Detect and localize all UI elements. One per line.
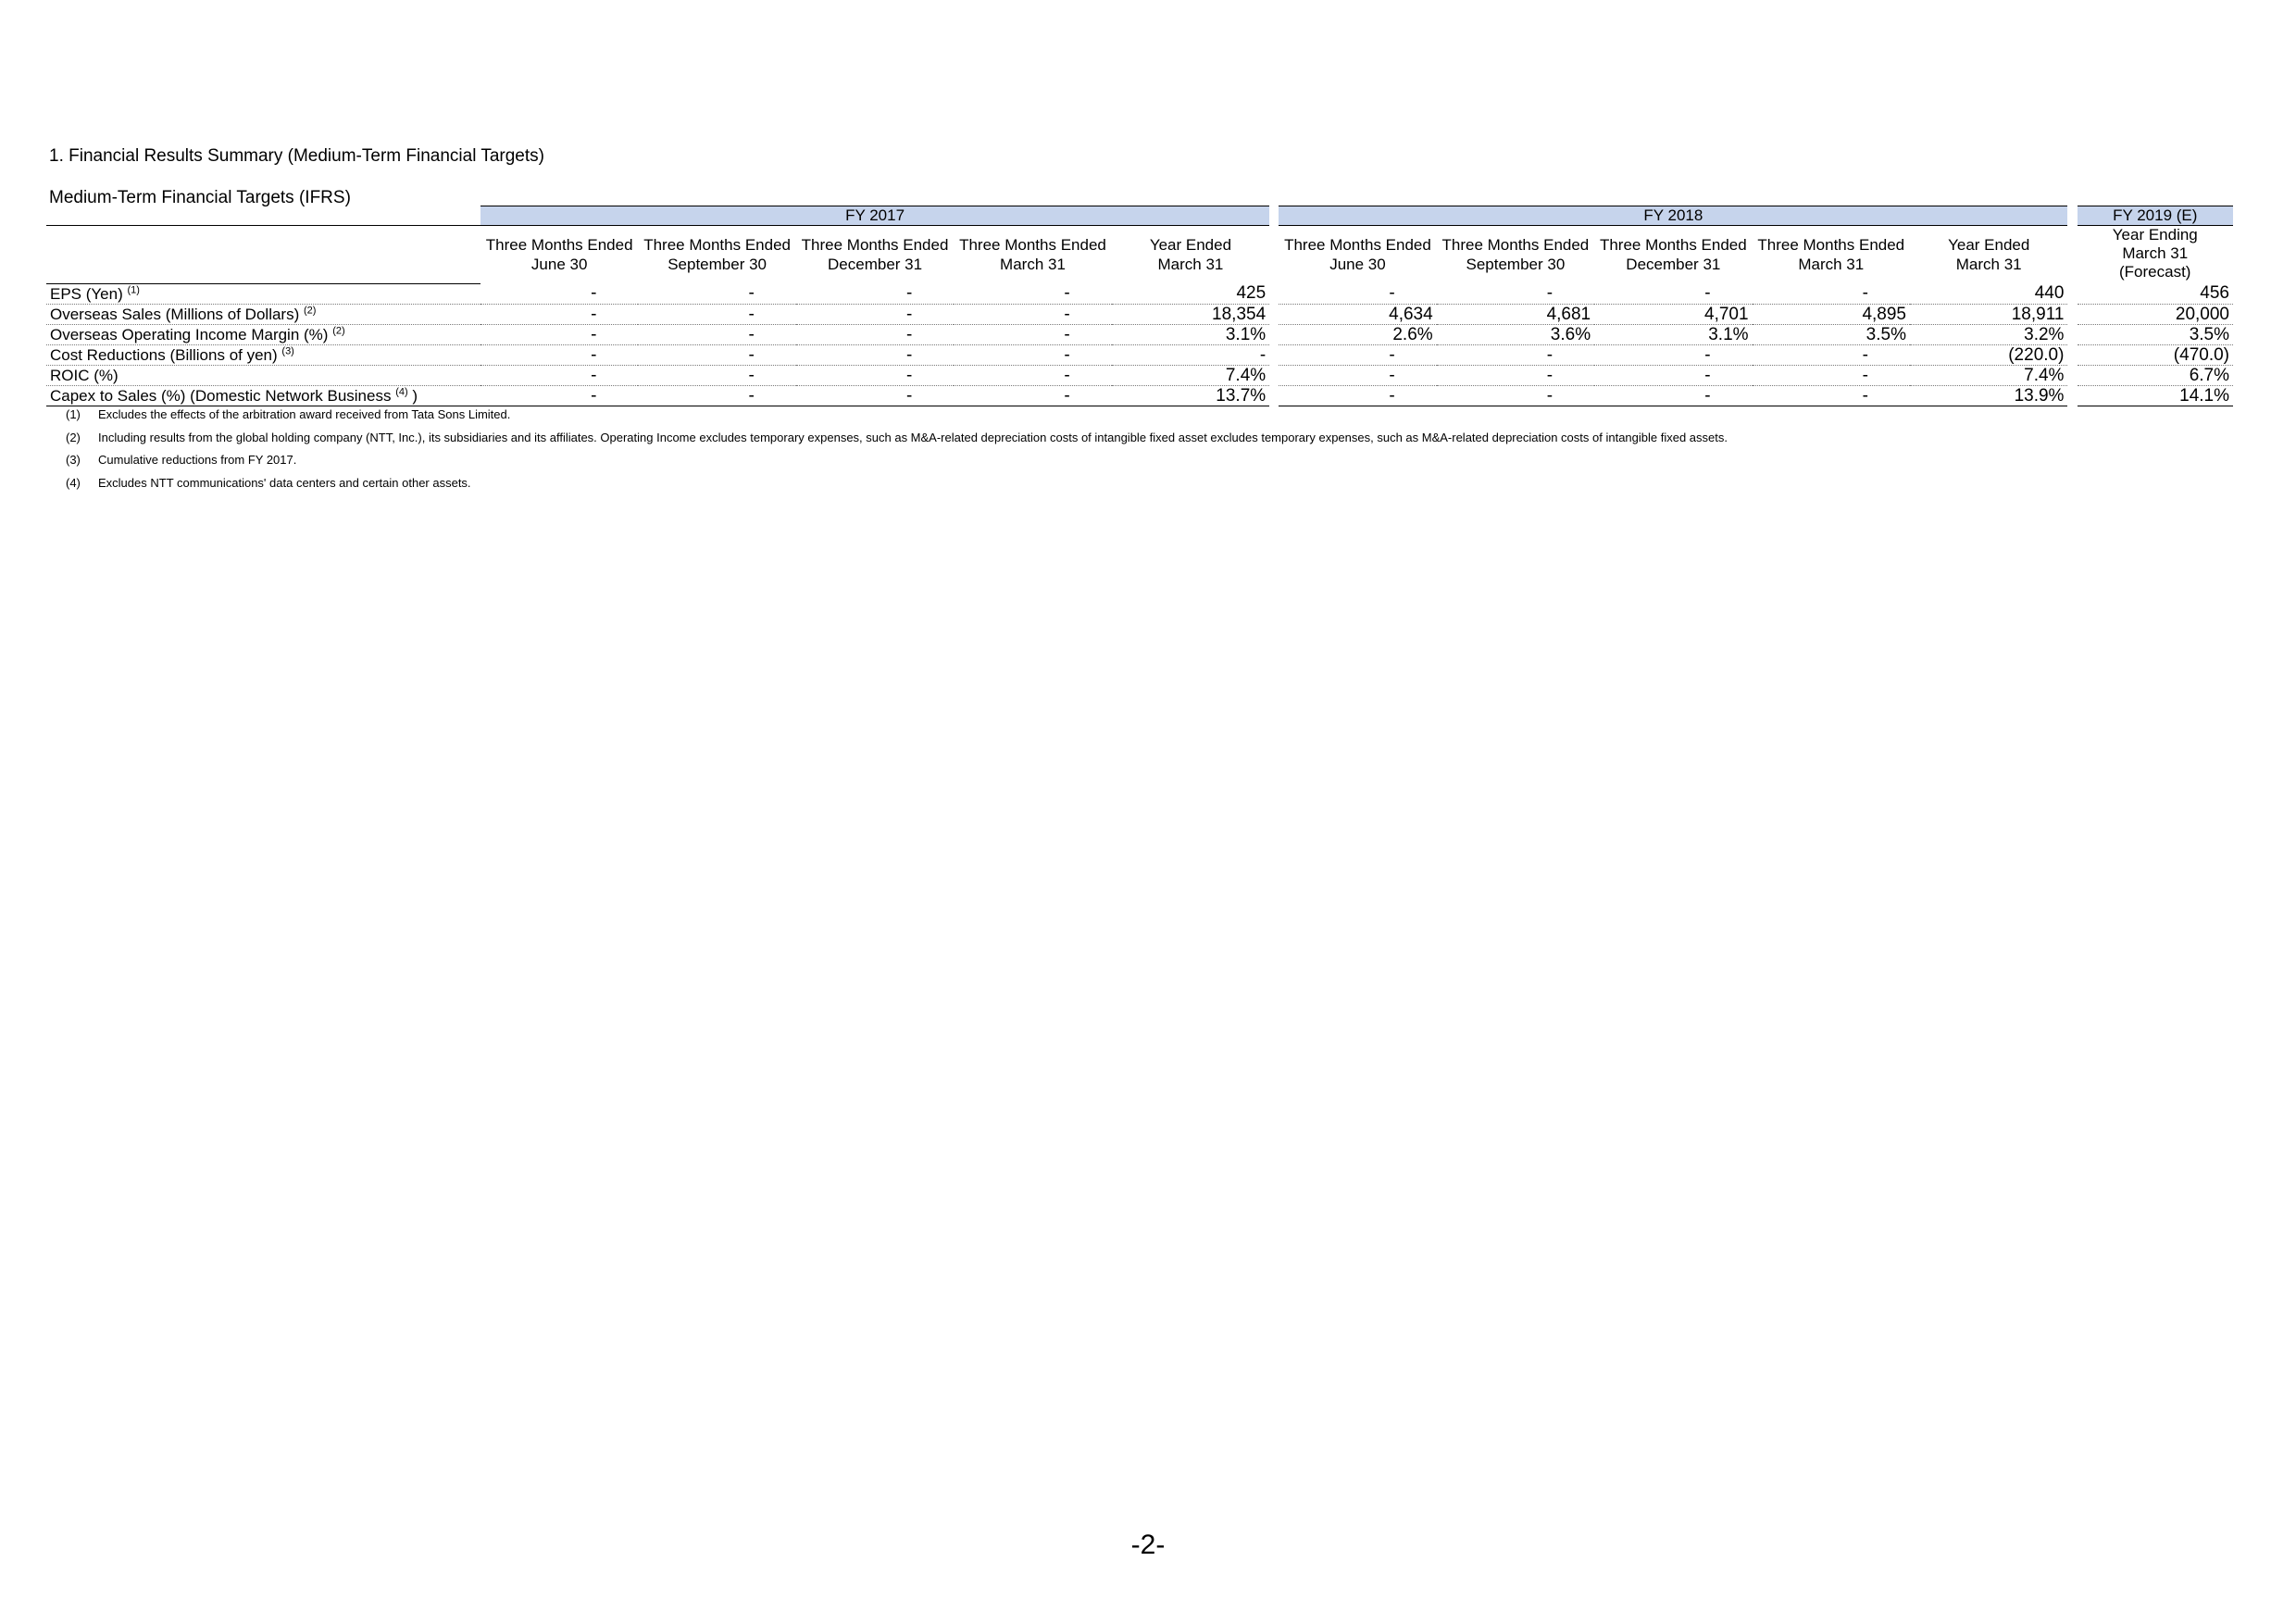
table-cell: - (1112, 344, 1269, 365)
table-cell: (220.0) (1910, 344, 2067, 365)
table-cell: - (638, 365, 795, 385)
table-cell: - (1753, 385, 1910, 406)
table-cell: 4,895 (1753, 304, 1910, 324)
fy2018-header: FY 2018 (1279, 206, 2067, 226)
table-cell: - (954, 365, 1111, 385)
table-cell: - (1753, 365, 1910, 385)
table-cell: - (1594, 365, 1752, 385)
page-number: -2- (1130, 1530, 1166, 1560)
table-cell: - (954, 324, 1111, 344)
table-cell: 4,634 (1279, 304, 1436, 324)
label-subheader (46, 226, 480, 284)
fy2019-forecast-header: Year Ending March 31 (Forecast) (2112, 226, 2198, 281)
table-cell: - (480, 385, 638, 406)
table-cell: 3.1% (1112, 324, 1269, 344)
table-cell: - (1594, 385, 1752, 406)
table-cell: - (796, 344, 954, 365)
table-cell: - (1279, 385, 1436, 406)
table-cell: - (796, 385, 954, 406)
table-cell: 4,701 (1594, 304, 1752, 324)
table-cell: 2.6% (1279, 324, 1436, 344)
footnote-ref: (2) (332, 324, 345, 336)
table-cell: 440 (1910, 283, 2067, 304)
table-cell: - (1753, 283, 1910, 304)
table-cell: - (954, 304, 1111, 324)
row-label: Capex to Sales (%) (Domestic Network Business $^{(4)}$ ) (46, 385, 480, 406)
table-row (46, 344, 2233, 365)
fy2018-q4-header: Three Months Ended March 31 (1757, 236, 1905, 273)
table-cell: 20,000 (2078, 304, 2233, 324)
table-cell: 3.5% (1753, 324, 1910, 344)
table-row (46, 365, 2233, 385)
group-header-row (46, 206, 2233, 226)
row-label: ROIC (%) (46, 365, 480, 385)
table-cell: 456 (2078, 283, 2233, 304)
financial-targets-table (46, 206, 2233, 406)
table-cell: 3.2% (1910, 324, 2067, 344)
table-cell: 18,911 (1910, 304, 2067, 324)
table-cell: 7.4% (1910, 365, 2067, 385)
table-cell: - (954, 344, 1111, 365)
fy2018-q1-header: Three Months Ended June 30 (1284, 236, 1431, 273)
table-cell: - (638, 304, 795, 324)
footnote-number: (3) (66, 453, 81, 468)
footnote (66, 451, 1728, 474)
footnote-number: (2) (66, 430, 81, 444)
table-cell: 425 (1112, 283, 1269, 304)
table-cell: - (1594, 283, 1752, 304)
table-cell: - (1437, 385, 1594, 406)
table-cell: - (1437, 365, 1594, 385)
fy2018-q2-header: Three Months Ended September 30 (1441, 236, 1590, 273)
fy2017-q3-header: Three Months Ended December 31 (801, 236, 949, 273)
table-cell: - (480, 304, 638, 324)
table-row (46, 304, 2233, 324)
footnote-ref: (2) (303, 304, 317, 316)
table-cell: - (796, 324, 954, 344)
fy2018-year-header: Year Ended March 31 (1948, 236, 2030, 273)
table-cell: 18,354 (1112, 304, 1269, 324)
table-cell: - (638, 385, 795, 406)
footnote-ref: (4) (395, 385, 408, 397)
table-cell: 13.7% (1112, 385, 1269, 406)
row-label: Cost Reductions (Billions of yen) $^{(3)}$ (46, 344, 480, 365)
table-cell: - (638, 283, 795, 304)
table-cell: 3.5% (2078, 324, 2233, 344)
table-cell: - (1279, 344, 1436, 365)
page-title: 1. Financial Results Summary (Medium-Term Financial Targets) (49, 146, 544, 166)
fy2017-q2-header: Three Months Ended September 30 (643, 236, 791, 273)
table-cell: - (1279, 365, 1436, 385)
footnote-ref: (3) (281, 344, 294, 356)
table-cell: - (796, 365, 954, 385)
footnote-text: Cumulative reductions from FY 2017. (98, 453, 297, 468)
period-header-row (46, 226, 2233, 284)
footnote-number: (1) (66, 407, 81, 421)
table-cell: 7.4% (1112, 365, 1269, 385)
table-cell: - (480, 324, 638, 344)
footnotes (66, 406, 1728, 497)
table-cell: 14.1% (2078, 385, 2233, 406)
table-cell: - (796, 304, 954, 324)
row-label: Overseas Operating Income Margin (%) $^{(2)}$ (46, 324, 480, 344)
table-cell: - (1753, 344, 1910, 365)
table-cell: 13.9% (1910, 385, 2067, 406)
footnote (66, 429, 1728, 452)
table-cell: 3.6% (1437, 324, 1594, 344)
fy2017-q4-header: Three Months Ended March 31 (959, 236, 1106, 273)
fy2018-q3-header: Three Months Ended December 31 (1599, 236, 1747, 273)
fy2017-header: FY 2017 (480, 206, 1269, 226)
footnote (66, 474, 1728, 497)
table-cell: - (1279, 283, 1436, 304)
table-cell: - (1437, 344, 1594, 365)
table-cell: - (480, 344, 638, 365)
row-label: Overseas Sales (Millions of Dollars) $^{(2)}$ (46, 304, 480, 324)
table-cell: - (1437, 283, 1594, 304)
fy2017-q1-header: Three Months Ended June 30 (485, 236, 633, 273)
fy2019-header: FY 2019 (E) (2078, 206, 2233, 226)
footnote-number: (4) (66, 476, 81, 491)
table-cell: - (480, 365, 638, 385)
footnote-text: Excludes the effects of the arbitration award received from Tata Sons Limited. (98, 407, 511, 421)
table-cell: (470.0) (2078, 344, 2233, 365)
table-cell: - (1594, 344, 1752, 365)
table-cell: - (954, 283, 1111, 304)
table-cell: - (638, 344, 795, 365)
row-label: EPS (Yen) $^{(1)}$ (46, 283, 480, 304)
footnote-ref: (1) (127, 283, 140, 295)
table-cell: 4,681 (1437, 304, 1594, 324)
table-cell: - (480, 283, 638, 304)
table-row (46, 385, 2233, 406)
label-header (46, 206, 480, 226)
table-cell: 6.7% (2078, 365, 2233, 385)
fy2017-year-header: Year Ended March 31 (1149, 236, 1232, 273)
footnote-text: Excludes NTT communications' data centers and certain other assets. (98, 476, 471, 491)
table-title: Medium-Term Financial Targets (IFRS) (49, 188, 351, 207)
footnote (66, 406, 1728, 429)
table-row (46, 283, 2233, 304)
table-cell: - (638, 324, 795, 344)
table-cell: - (954, 385, 1111, 406)
footnote-text: Including results from the global holding company (NTT, Inc.), its subsidiaries and its affiliates. Operating Income excludes temporary expenses, such as M&A-related depreciation costs of intangible fixed asset excludes temporary expenses, such as M&A-related depreciation costs of intangible fixed assets. (98, 430, 1728, 444)
table-cell: - (796, 283, 954, 304)
table-row (46, 324, 2233, 344)
table-cell: 3.1% (1594, 324, 1752, 344)
